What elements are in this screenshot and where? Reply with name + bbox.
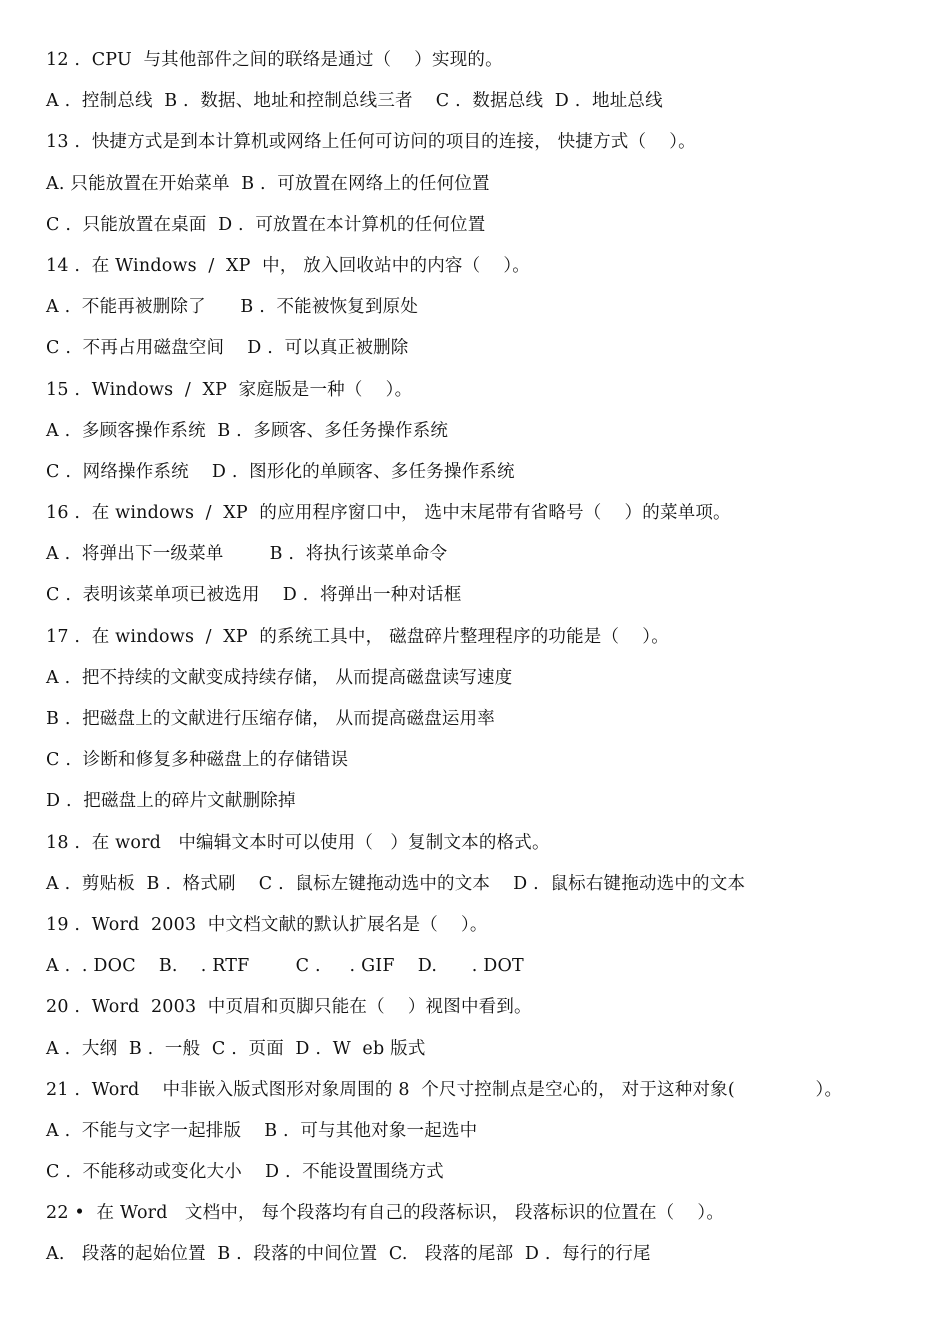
question-18: 18 . 在 word 中编辑文本时可以使用（ ）复制文本的格式。: [46, 832, 550, 853]
options-13-cd: C . 只能放置在桌面 D . 可放置在本计算机的任何位置: [46, 214, 486, 235]
options-20: A . 大纲 B . 一般 C . 页面 D . W eb 版式: [46, 1038, 426, 1059]
question-17: 17 . 在 windows / XP 的系统工具中， 磁盘碎片整理程序的功能是（ ）。: [46, 626, 669, 647]
options-16-cd: C . 表明该菜单项已被选用 D . 将弹出一种对话框: [46, 585, 462, 606]
question-15: 15 . Windows / XP 家庭版是一种（ ）。: [46, 379, 413, 400]
question-16: 16 . 在 windows / XP 的应用程序窗口中， 选中末尾带有省略号（ ）的菜单项。: [46, 503, 731, 524]
options-16-ab: A . 将弹出下一级菜单 B . 将执行该菜单命令: [46, 544, 448, 565]
question-22: 22 • 在 Word 文档中， 每个段落均有自己的段落标识， 段落标识的位置在（ ）。: [46, 1203, 725, 1224]
options-15-cd: C . 网络操作系统 D . 图形化的单顾客、多任务操作系统: [46, 461, 515, 482]
question-list: [46, 47, 926, 1283]
options-18: A . 剪贴板 B . 格式刷 C . 鼠标左键拖动选中的文本 D . 鼠标右键拖动选中的文本: [46, 873, 746, 894]
options-21-ab: A . 不能与文字一起排版 B . 可与其他对象一起选中: [46, 1120, 478, 1141]
option-17-a: A . 把不持续的文献变成持续存储， 从而提高磁盘读写速度: [46, 667, 513, 688]
options-15-ab: A . 多顾客操作系统 B . 多顾客、多任务操作系统: [46, 420, 449, 441]
options-22: A. 段落的起始位置 B . 段落的中间位置 C. 段落的尾部 D . 每行的行尾: [46, 1244, 651, 1265]
question-14: 14 . 在 Windows / XP 中， 放入回收站中的内容（ ）。: [46, 255, 530, 276]
options-13-ab: A. 只能放置在开始菜单 B . 可放置在网络上的任何位置: [46, 173, 490, 194]
options-14-cd: C . 不再占用磁盘空间 D . 可以真正被删除: [46, 338, 409, 359]
option-17-c: C . 诊断和修复多种磁盘上的存储错误: [46, 750, 349, 771]
options-14-ab: A . 不能再被删除了 B . 不能被恢复到原处: [46, 297, 419, 318]
question-12: 12 . CPU 与其他部件之间的联络是通过（ ）实现的。: [46, 50, 503, 70]
question-21: 21 . Word 中非嵌入版式图形对象周围的 8 个尺寸控制点是空心的， 对于这种对象( ）。: [46, 1079, 843, 1100]
question-19: 19 . Word 2003 中文档文献的默认扩展名是（ ）。: [46, 914, 488, 935]
option-17-d: D . 把磁盘上的碎片文献删除掉: [46, 791, 296, 812]
question-13: 13 . 快捷方式是到本计算机或网络上任何可访问的项目的连接， 快捷方式（ ）。: [46, 132, 696, 153]
question-20: 20 . Word 2003 中页眉和页脚只能在（ ）视图中看到。: [46, 997, 532, 1018]
option-17-b: B . 把磁盘上的文献进行压缩存储， 从而提高磁盘运用率: [46, 709, 495, 729]
options-21-cd: C . 不能移动或变化大小 D . 不能设置围绕方式: [46, 1162, 444, 1183]
options-19: A . . DOC B. . RTF C . . GIF D. . DOT: [46, 956, 524, 977]
options-12: A . 控制总线 B . 数据、地址和控制总线三者 C . 数据总线 D . 地址总线: [46, 91, 663, 112]
